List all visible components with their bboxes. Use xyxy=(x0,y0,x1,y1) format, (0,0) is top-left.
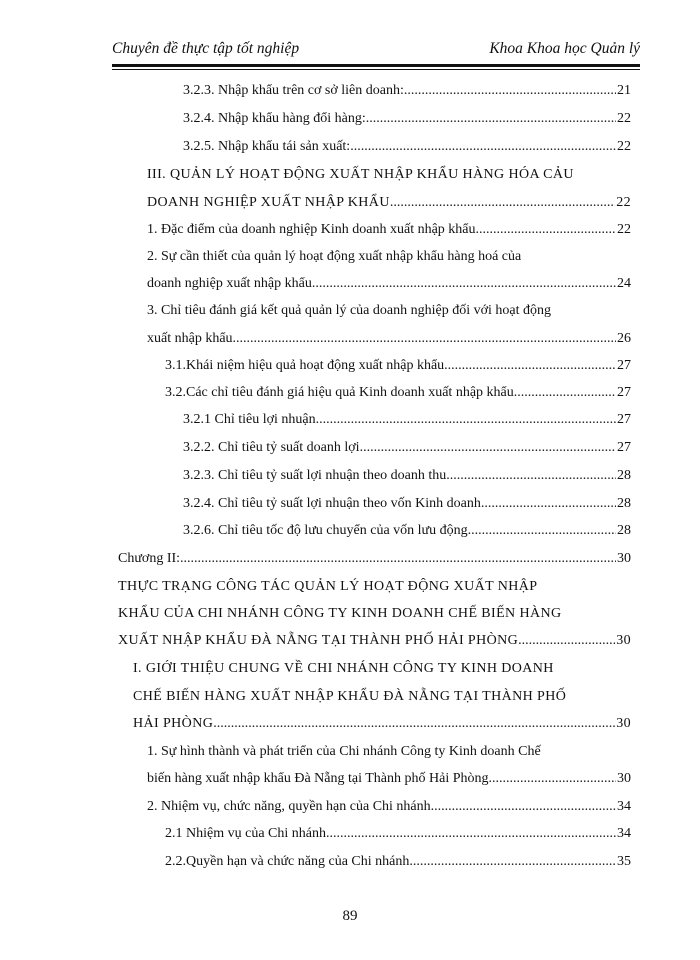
toc-entry-text: 1. Sự hình thành và phát triển của Chi nhánh Công ty Kinh doanh Chế xyxy=(147,744,541,759)
page-number: 89 xyxy=(342,908,358,924)
toc-entry-text: 3.2.Các chỉ tiêu đánh giá hiệu quả Kinh doanh xuất nhập khẩu xyxy=(165,385,514,400)
toc-entry-text: xuất nhập khẩu xyxy=(147,331,233,346)
toc-entry-page: 35 xyxy=(617,854,631,869)
toc-entry-text: 2. Sự cần thiết của quản lý hoạt động xuất nhập khẩu hàng hoá của xyxy=(147,249,522,264)
toc-entry-text: 3.2.3. Chỉ tiêu tỷ suất lợi nhuận theo doanh thu xyxy=(183,468,447,483)
toc-entry-text: 3.2.2. Chỉ tiêu tỷ suất doanh lợi xyxy=(183,440,360,455)
header-rule-thick xyxy=(112,64,640,67)
toc-entry-page: 24 xyxy=(617,276,631,291)
toc-entry-page: 28 xyxy=(617,468,631,483)
toc-entry-text: 1. Đặc điểm của doanh nghiệp Kinh doanh xuất nhập khẩu xyxy=(147,222,476,237)
toc-entry-page: 27 xyxy=(617,358,631,373)
toc-entry-text: 3.2.4. Nhập khẩu hàng đổi hàng: xyxy=(183,111,366,126)
toc-leader xyxy=(514,382,616,404)
toc-leader xyxy=(434,796,616,818)
toc-entry-page: 22 xyxy=(617,139,631,154)
toc-entry-text: Chương II: xyxy=(118,551,181,566)
toc-leader xyxy=(213,713,615,735)
toc-entry xyxy=(183,520,631,542)
toc-entry xyxy=(183,437,631,459)
toc-entry-text: DOANH NGHIỆP XUẤT NHẬP KHẨU xyxy=(147,195,390,210)
toc-chapter-title: KHẨU CỦA CHI NHÁNH CÔNG TY KINH DOANH CHẾ BIẾN HÀNG xyxy=(118,606,562,621)
toc-leader xyxy=(468,520,616,542)
toc-entry-text: HẢI PHÒNG xyxy=(133,716,214,731)
toc-entry-page: 30 xyxy=(617,551,631,566)
toc-entry-page: 28 xyxy=(617,496,631,511)
toc-entry-page: 22 xyxy=(617,111,631,126)
toc-entry xyxy=(165,823,631,845)
toc-entry-text: biến hàng xuất nhập khẩu Đà Nẵng tại Thành phố Hải Phòng xyxy=(147,771,489,786)
toc-entry-text: 2. Nhiệm vụ, chức năng, quyền hạn của Chi nhánh. xyxy=(147,799,435,814)
toc-leader xyxy=(448,355,616,377)
toc-leader xyxy=(366,108,616,130)
toc-entry xyxy=(147,328,631,350)
toc-leader xyxy=(350,136,616,158)
toc-entry-page: 27 xyxy=(617,412,631,427)
toc-entry-page: 26 xyxy=(617,331,631,346)
toc-entry-text: XUẤT NHẬP KHẨU ĐÀ NẴNG TẠI THÀNH PHỐ HẢI PHÒNG xyxy=(118,633,519,648)
toc-leader xyxy=(481,493,616,515)
toc-entry-text: 3.1.Khái niệm hiệu quả hoạt động xuất nhập khẩu. xyxy=(165,358,448,373)
header-title: Chuyên đề thực tập tốt nghiệp xyxy=(112,40,300,57)
toc-leader xyxy=(312,273,616,295)
toc-entry xyxy=(133,713,631,735)
toc-leader xyxy=(390,192,615,214)
toc-entry xyxy=(147,273,631,295)
toc-entry xyxy=(183,465,631,487)
toc-entry-page: 22 xyxy=(617,222,631,237)
toc-leader xyxy=(316,409,616,431)
toc-entry-page: 28 xyxy=(617,523,631,538)
toc-entry-page: 22 xyxy=(616,195,631,210)
toc-entry xyxy=(147,192,631,214)
toc-section-heading: CHẾ BIẾN HÀNG XUẤT NHẬP KHẨU ĐÀ NẴNG TẠI THÀNH PHỐ xyxy=(133,689,567,704)
toc-leader xyxy=(404,80,616,102)
toc-entry-text: 3. Chỉ tiêu đánh giá kết quả quản lý của doanh nghiệp đối với hoạt động xyxy=(147,303,551,318)
toc-entry-page: 21 xyxy=(617,83,631,98)
toc-entry-page: 27 xyxy=(617,440,631,455)
toc-entry xyxy=(118,630,631,652)
page-header xyxy=(112,40,640,62)
toc-leader xyxy=(518,630,615,652)
toc-entry-text: 3.2.4. Chỉ tiêu tỷ suất lợi nhuận theo vốn Kinh doanh xyxy=(183,496,481,511)
toc-leader xyxy=(180,548,616,570)
toc-entry xyxy=(183,493,631,515)
toc-entry xyxy=(183,80,631,102)
toc-entry-page: 27 xyxy=(617,385,631,400)
toc-entry-text: 2.1 Nhiệm vụ của Chi nhánh. xyxy=(165,826,330,841)
toc-leader xyxy=(413,851,616,873)
toc-entry-text: doanh nghiệp xuất nhập khẩu xyxy=(147,276,312,291)
toc-chapter-title: THỰC TRẠNG CÔNG TÁC QUẢN LÝ HOẠT ĐỘNG XUẤT NHẬP xyxy=(118,579,538,594)
toc-entry-page: 30 xyxy=(616,716,631,731)
toc-entry-text: 3.2.3. Nhập khẩu trên cơ sở liên doanh: xyxy=(183,83,404,98)
toc-entry xyxy=(147,768,631,790)
toc-entry-text: 3.2.1 Chỉ tiêu lợi nhuận xyxy=(183,412,316,427)
toc-entry xyxy=(165,355,631,377)
toc-section-heading: I. GIỚI THIỆU CHUNG VỀ CHI NHÁNH CÔNG TY KINH DOANH xyxy=(133,661,554,676)
toc-entry xyxy=(147,796,631,818)
toc-entry xyxy=(165,851,631,873)
header-rule-thin xyxy=(112,69,640,70)
toc-entry-text: 3.2.6. Chỉ tiêu tốc độ lưu chuyển của vốn lưu động xyxy=(183,523,468,538)
toc-entry xyxy=(183,136,631,158)
toc-leader xyxy=(446,465,616,487)
toc-entry-page: 30 xyxy=(616,633,631,648)
toc-entry xyxy=(183,108,631,130)
toc-entry xyxy=(118,548,631,570)
toc-entry-page: 34 xyxy=(617,799,631,814)
toc-leader xyxy=(489,768,616,790)
toc-leader xyxy=(329,823,616,845)
toc-leader xyxy=(233,328,616,350)
header-department: Khoa Khoa học Quản lý xyxy=(489,40,640,57)
toc-entry xyxy=(147,219,631,241)
toc-entry-text: 2.2.Quyền hạn và chức năng của Chi nhánh. xyxy=(165,854,413,869)
toc-entry-text: 3.2.5. Nhập khẩu tái sản xuất: xyxy=(183,139,351,154)
toc-entry-page: 30 xyxy=(617,771,631,786)
toc-entry-page: 34 xyxy=(617,826,631,841)
toc-leader xyxy=(476,219,616,241)
toc-section-heading: III. QUẢN LÝ HOẠT ĐỘNG XUẤT NHẬP KHẨU HÀNG HÓA CẢU xyxy=(147,167,574,182)
toc-entry xyxy=(165,382,631,404)
toc-leader xyxy=(360,437,616,459)
toc-entry xyxy=(183,409,631,431)
